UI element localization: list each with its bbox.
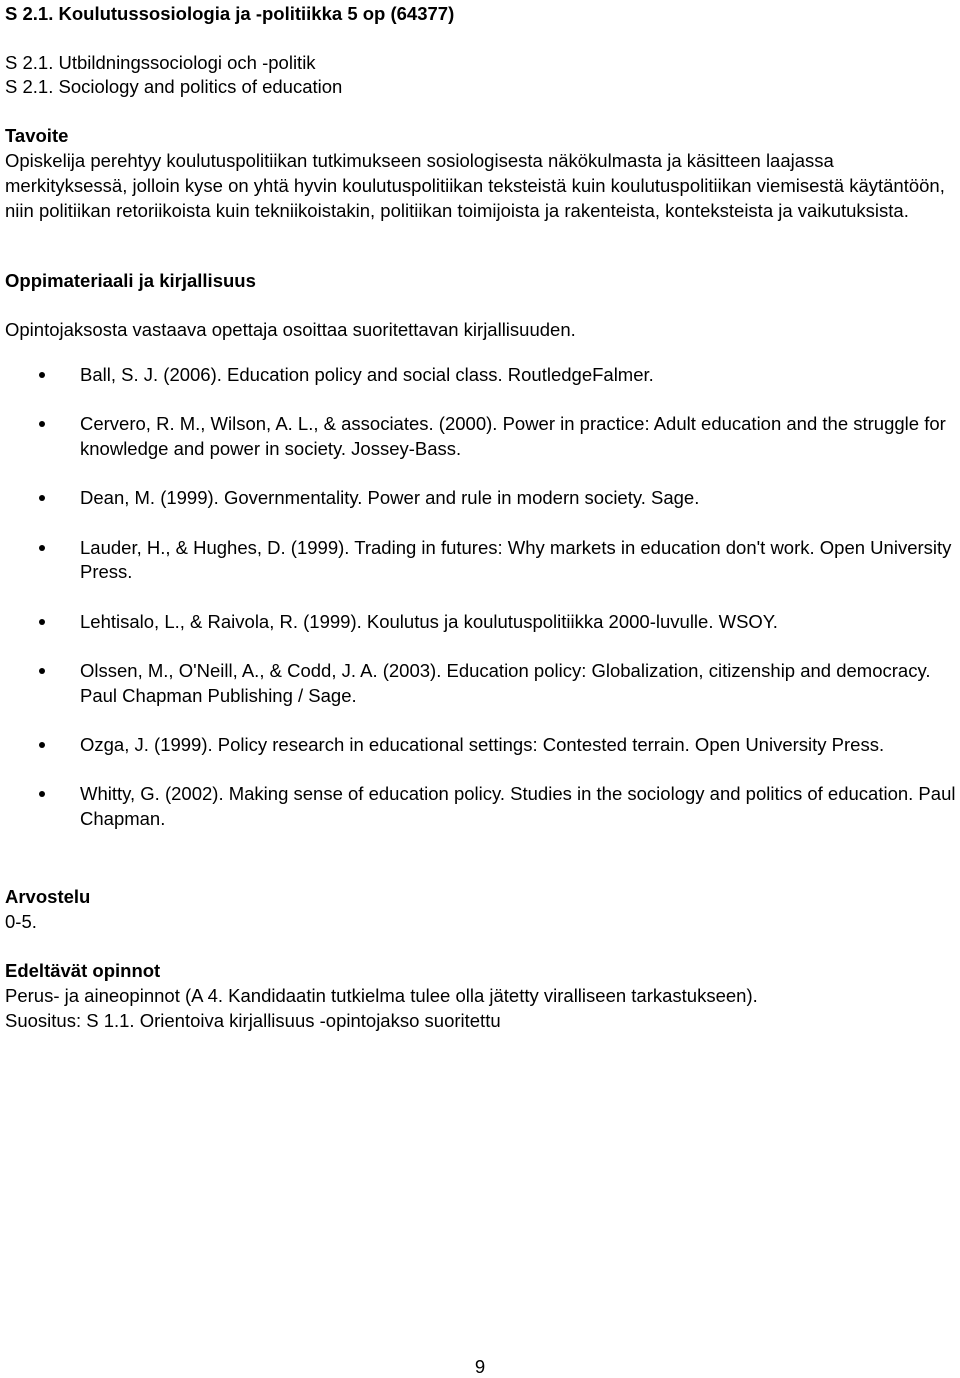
bullet-icon [38, 733, 48, 758]
bullet-icon [38, 536, 48, 561]
reference-text: Dean, M. (1999). Governmentality. Power and rule in modern society. Sage. [80, 487, 700, 509]
reference-item [0, 782, 960, 832]
tavoite-text: Opiskelija perehtyy koulutuspolitiikan tutkimukseen sosiologisesta näkökulmasta ja käsitteen laajassa merkityksessä, jolloin kyse on yhtä hyvin koulutuspolitiikan teksteistä kuin koulutuspolitiikan viemisestä käytäntöön, niin politiikan retoriikoista kuin tekniikoistakin, politiikan toimijoista ja rakenteista, konteksteista ja vaikutuksista. [5, 150, 945, 221]
materials-intro: Opintojaksosta vastaava opettaja osoittaa suoritettavan kirjallisuuden. [5, 319, 576, 340]
arvostelu-heading: Arvostelu [5, 886, 91, 907]
prerequisites-line-1: Perus- ja aineopinnot (A 4. Kandidaatin tutkielma tulee olla jätetty viralliseen tarkastukseen). [5, 985, 758, 1006]
reference-text: Lauder, H., & Hughes, D. (1999). Trading in futures: Why markets in education don't work. Open University Press. [80, 536, 952, 583]
bullet-icon [38, 363, 48, 388]
reference-text: Ozga, J. (1999). Policy research in educational settings: Contested terrain. Open University Press. [80, 734, 885, 756]
reference-item [0, 733, 960, 758]
prerequisites-heading: Edeltävät opinnot [5, 960, 161, 981]
reference-item [0, 486, 960, 511]
reference-text: Ball, S. J. (2006). Education policy and social class. RoutledgeFalmer. [80, 364, 654, 385]
bullet-icon [38, 782, 48, 807]
reference-item [0, 363, 960, 388]
bullet-icon [38, 610, 48, 635]
course-title-fi: S 2.1. Koulutussosiologia ja -politiikka 5 op (64377) [5, 3, 455, 24]
bullet-icon [38, 412, 48, 437]
reference-item [0, 659, 960, 709]
course-title-en: S 2.1. Sociology and politics of education [5, 76, 343, 97]
materials-heading: Oppimateriaali ja kirjallisuus [5, 270, 256, 291]
course-title-sv: S 2.1. Utbildningssociologi och -politik [5, 52, 316, 73]
reference-item [0, 412, 960, 462]
reference-text: Cervero, R. M., Wilson, A. L., & associates. (2000). Power in practice: Adult education and the struggle for knowledge and power in society. Jossey-Bass. [80, 413, 946, 460]
prerequisites-line-2: Suositus: S 1.1. Orientoiva kirjallisuus -opintojakso suoritettu [5, 1010, 501, 1031]
reference-item [0, 536, 960, 586]
bullet-icon [38, 659, 48, 684]
tavoite-heading: Tavoite [5, 125, 69, 146]
reference-item [0, 610, 960, 635]
reference-text: Whitty, G. (2002). Making sense of education policy. Studies in the sociology and politics of education. Paul Chapman. [80, 783, 956, 830]
bullet-icon [38, 486, 48, 511]
reference-text: Lehtisalo, L., & Raivola, R. (1999). Koulutus ja koulutuspolitiikka 2000-luvulle. WSOY. [80, 610, 778, 632]
page-number: 9 [474, 1356, 486, 1377]
reference-list [0, 363, 960, 857]
arvostelu-text: 0-5. [5, 911, 37, 932]
reference-text: Olssen, M., O'Neill, A., & Codd, J. A. (2003). Education policy: Globalization, citizenship and democracy. Paul Chapman Publishing / Sage. [80, 660, 931, 706]
